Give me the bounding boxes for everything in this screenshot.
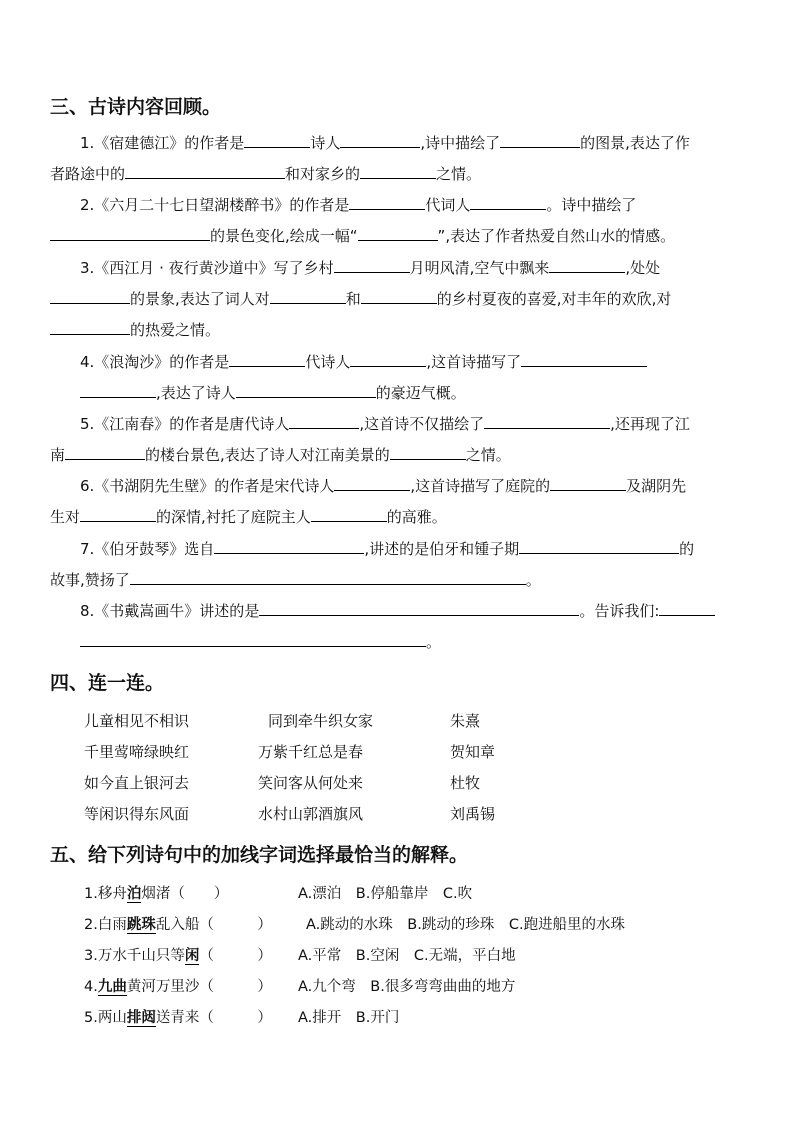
match-mid-2[interactable]: 万紫千红总是春 [258,743,364,761]
blank[interactable] [270,288,346,304]
q3-line1: 3.《西江月 · 夜行黄沙道中》写了乡村 月明风清,空气中飘来 ,处处 [80,259,661,277]
blank[interactable] [521,351,647,367]
section-4-heading: 四、连一连。 [50,672,165,694]
blank[interactable] [340,132,420,148]
blank[interactable] [259,600,579,616]
match-right-2[interactable]: 贺知章 [450,743,496,761]
blank[interactable] [50,319,130,335]
blank[interactable] [484,413,610,429]
blank[interactable] [125,163,285,179]
blank[interactable] [360,163,436,179]
blank[interactable] [289,413,359,429]
blank[interactable] [229,351,305,367]
blank[interactable] [236,382,376,398]
choice-item-5: 5.两山排闼送青来（ ） A.排开 B.开门 [84,1010,400,1026]
blank[interactable] [500,132,580,148]
q1-line2: 者路途中的 和对家乡的 之情。 [50,165,482,183]
blank[interactable] [80,382,156,398]
blank[interactable] [519,538,679,554]
blank[interactable] [65,444,145,460]
q7-line2: 故事,赞扬了 。 [50,571,541,589]
q4-line2: ,表达了诗人 的豪迈气概。 [80,382,466,403]
q6-line1: 6.《书湖阴先生壁》的作者是宋代诗人 ,这首诗描写了庭院的 及湖阴先 [80,477,687,495]
blank[interactable] [50,225,210,241]
q3-line3: 的热爱之情。 [50,319,220,340]
blank[interactable] [130,569,526,585]
match-left-1[interactable]: 儿童相见不相识 [84,712,190,730]
blank[interactable] [244,132,310,148]
match-mid-3[interactable]: 笑问客从何处来 [258,774,364,792]
choice-item-1: 1.移舟泊烟渚（ ） A.漂泊 B.停船靠岸 C.吹 [84,886,473,902]
choice-item-3: 3.万水千山只等闲（ ） A.平常 B.空闲 C.无端，平白地 [84,948,516,964]
choice-item-2: 2.白雨跳珠乱入船（ ） A.跳动的水珠 B.跳动的珍珠 C.跑进船里的水珠 [84,917,626,933]
blank[interactable] [390,444,466,460]
match-mid-4[interactable]: 水村山郭酒旗风 [258,805,364,823]
blank[interactable] [80,506,156,522]
q8-line1: 8.《书戴嵩画牛》讲述的是 。告诉我们: [80,600,715,621]
blank[interactable] [358,225,438,241]
blank[interactable] [80,631,426,647]
blank[interactable] [214,538,364,554]
blank[interactable] [470,194,546,210]
q5-line2: 南 的楼台景色,表达了诗人对江南美景的 之情。 [50,446,511,464]
match-left-4[interactable]: 等闲识得东风面 [84,805,190,823]
match-left-3[interactable]: 如今直上银河去 [84,774,190,792]
q7-line1: 7.《伯牙鼓琴》选自 ,讲述的是伯牙和锺子期 的 [80,540,695,558]
section-3-heading: 三、古诗内容回顾。 [50,96,222,118]
match-right-1[interactable]: 朱熹 [450,712,481,730]
choice-item-4: 4.九曲黄河万里沙（ ） A.九个弯 B.很多弯弯曲曲的地方 [84,979,516,995]
q6-line2: 生对 的深情,衬托了庭院主人 的高雅。 [50,508,447,526]
blank[interactable] [659,600,715,616]
q3-line2: 的景象,表达了词人对 和 的乡村夏夜的喜爱,对丰年的欢欣,对 [50,288,671,309]
blank[interactable] [349,194,425,210]
blank[interactable] [334,257,410,273]
blank[interactable] [50,288,130,304]
q1-line1: 1.《宿建德江》的作者是 诗人 ,诗中描绘了 的图景,表达了作 [80,134,690,152]
q2-line1: 2.《六月二十七日望湖楼醉书》的作者是 代词人 。诗中描绘了 [80,196,637,214]
blank[interactable] [549,257,625,273]
match-left-2[interactable]: 千里莺啼绿映红 [84,743,190,761]
match-mid-1[interactable]: 同到牵牛织女家 [268,712,374,730]
blank[interactable] [311,506,387,522]
blank[interactable] [361,288,437,304]
blank[interactable] [550,475,626,491]
q2-line2: 的景色变化,绘成一幅“ ”,表达了作者热爱自然山水的情感。 [50,225,675,246]
q5-line1: 5.《江南春》的作者是唐代诗人 ,这首诗不仅描绘了 ,还再现了江 [80,415,690,433]
match-right-3[interactable]: 杜牧 [450,774,481,792]
blank[interactable] [334,475,410,491]
section-5-heading: 五、给下列诗句中的加线字词选择最恰当的解释。 [50,844,469,866]
q4-line1: 4.《浪淘沙》的作者是 代诗人 ,这首诗描写了 [80,351,647,372]
q8-line2: 。 [80,631,441,652]
blank[interactable] [350,351,426,367]
match-right-4[interactable]: 刘禹锡 [450,805,496,823]
